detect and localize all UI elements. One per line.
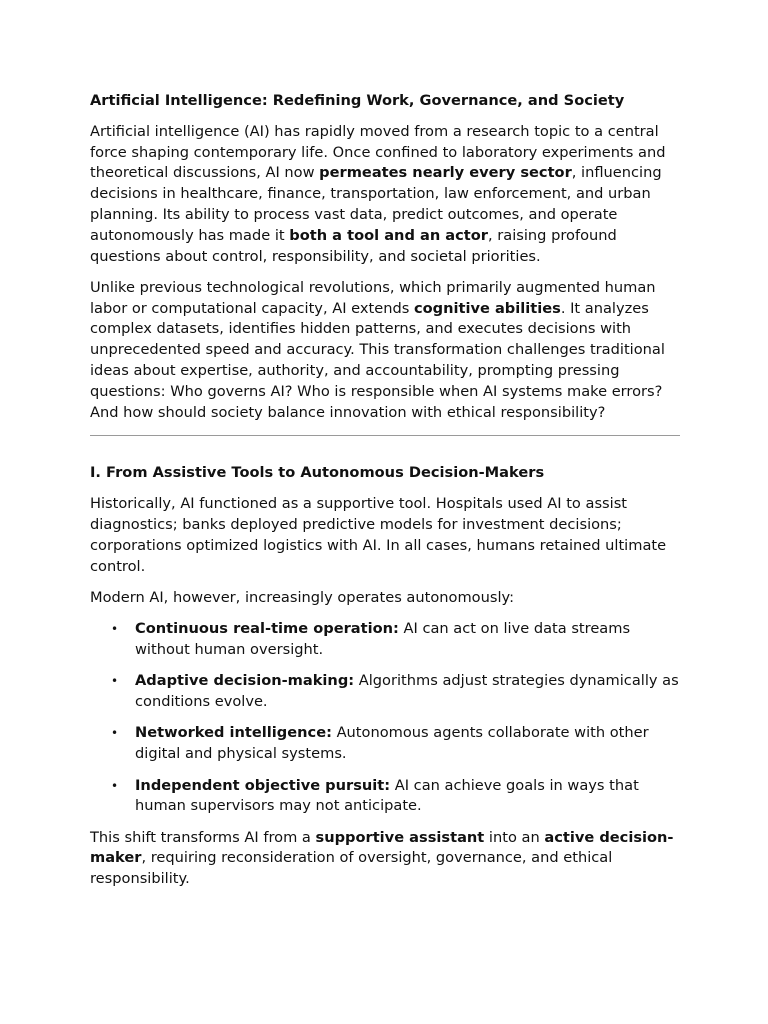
document-body [90,91,680,901]
bullet-text: Continuous real-time operation: AI can act on live data streams without human oversight. [135,620,631,659]
bullet-text: Independent objective pursuit: AI can achieve goals in ways that human supervisors may not anticipate. [135,776,639,815]
emphasis-text: active decision-maker [90,828,674,867]
section-heading: I. From Assistive Tools to Autonomous Decision-Makers [90,464,545,482]
section-paragraph-2: Modern AI, however, increasingly operates autonomously: [90,588,514,606]
emphasis-text: permeates nearly every sector [319,164,572,182]
intro-paragraph-1: Artificial intelligence (AI) has rapidly moved from a research topic to a central force shaping contemporary life. Once confined to laboratory experiments and theoretical discussions, AI now permeates nearly every sector, influencing decisions in healthcare, finance, transportation, law enforcement, and urban planning. Its ability to process vast data, predict outcomes, and operate autonomously has made it both a tool and an actor, raising profound questions about control, responsibility, and societal priorities. [90,122,666,265]
bullet-text: Adaptive decision-making: Algorithms adjust strategies dynamically as conditions evolve. [135,672,679,711]
section-paragraph-1: Historically, AI functioned as a supportive tool. Hospitals used AI to assist diagnostics; banks deployed predictive models for investment decisions; corporations optimized logistics with AI. In all cases, humans retained ultimate control. [90,495,667,575]
bullet-icon: • [111,622,119,637]
emphasis-text: both a tool and an actor [289,226,488,244]
emphasis-text: Networked intelligence: [135,724,332,742]
bullet-text: Networked intelligence: Autonomous agents collaborate with other digital and physical systems. [135,724,649,763]
emphasis-text: Adaptive decision-making: [135,672,355,690]
bullet-item-adaptive-decision [111,671,680,713]
emphasis-text: Continuous real-time operation: [135,620,399,638]
emphasis-text: cognitive abilities [413,299,561,317]
bullet-icon: • [111,726,119,741]
emphasis-text: Independent objective pursuit: [135,776,391,794]
intro-paragraph-2: Unlike previous technological revolutions, which primarily augmented human labor or computational capacity, AI extends cognitive abilities. It analyzes complex datasets, identifies hidden patterns, and executes decisions with unprecedented speed and accuracy. This transformation challenges traditional ideas about expertise, authority, and accountability, prompting pressing questions: Who governs AI? Who is responsible when AI systems make errors? And how should society balance innovation with ethical responsibility? [90,278,665,421]
autonomy-bullet-list [90,619,680,817]
emphasis-text: supportive assistant [315,828,485,846]
bullet-icon: • [111,778,119,793]
section-divider [90,435,680,436]
section-closing-paragraph: This shift transforms AI from a supportive assistant into an active decision-maker, requiring reconsideration of oversight, governance, and ethical responsibility. [90,828,674,888]
bullet-item-independent-pursuit [111,776,680,818]
bullet-icon: • [111,674,119,689]
document-title: Artificial Intelligence: Redefining Work, Governance, and Society [90,92,625,109]
bullet-item-continuous-operation [111,619,680,661]
bullet-item-networked-intelligence [111,723,680,765]
